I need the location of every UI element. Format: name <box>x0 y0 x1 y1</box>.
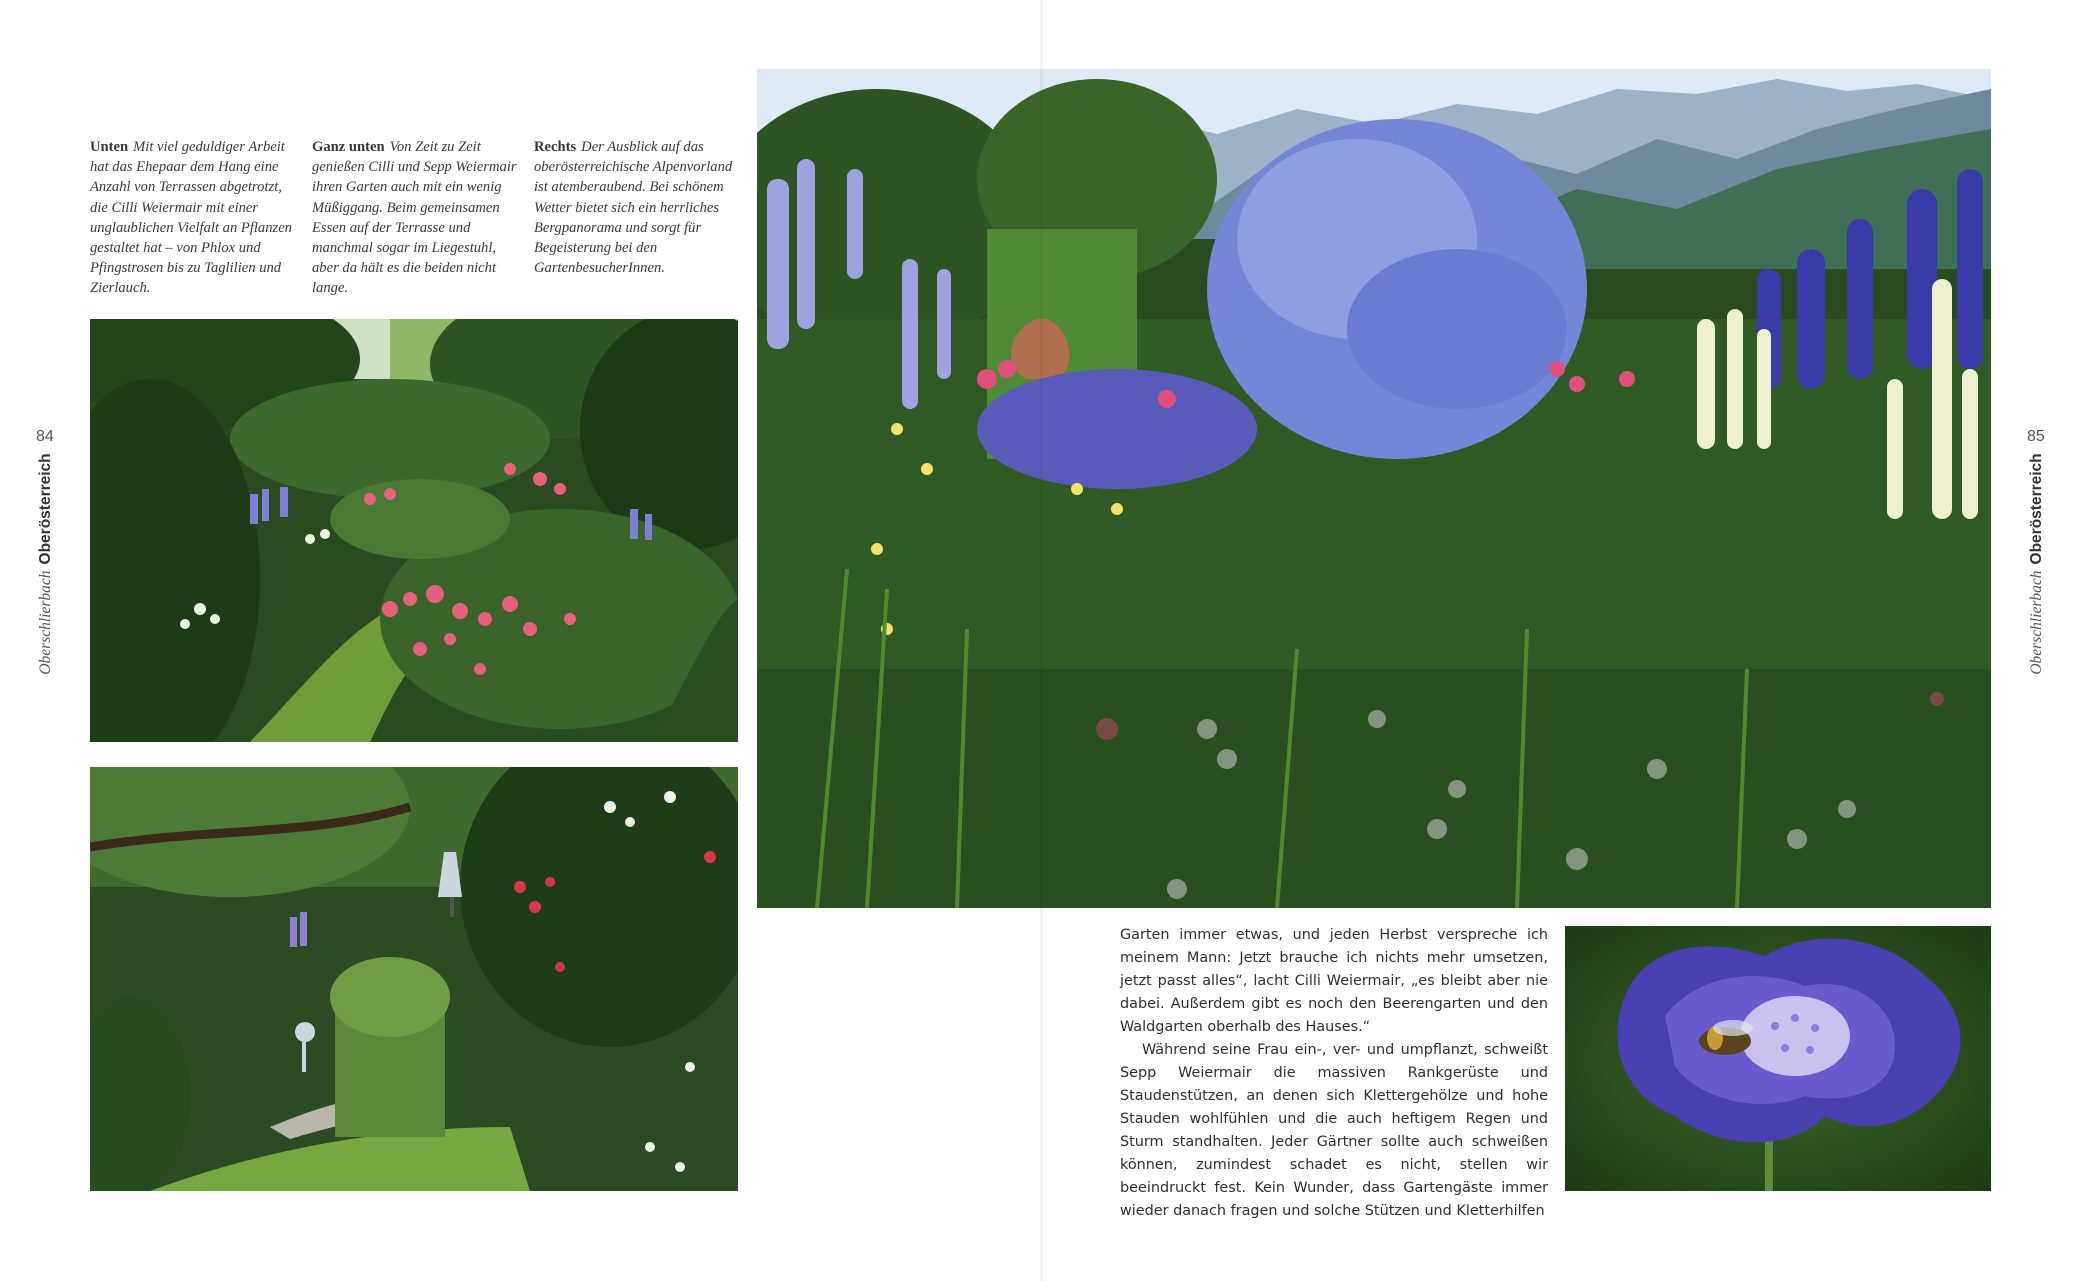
page-number-left: 84 <box>36 428 54 445</box>
running-head-state: Oberösterreich <box>2028 453 2045 565</box>
scabiosa-illustration <box>1565 926 1991 1191</box>
caption-lead: Ganz unten <box>312 139 385 155</box>
photo-garden-patio <box>90 767 738 1191</box>
running-head-left <box>34 454 58 674</box>
running-head-state: Oberösterreich <box>37 453 54 565</box>
running-head-region: Oberschlierbach <box>2028 570 2045 675</box>
caption-text: Der Ausblick auf das oberösterreichische Alpenvorland ist atemberaubend. Bei schönem Wetter bietet sich ein herrliches Bergpanorama und sorgt für Begeisterung bei den GartenbesucherInnen. <box>534 139 733 277</box>
patio-illustration <box>90 767 738 1191</box>
terrace-garden-illustration <box>90 319 738 742</box>
body-text-column <box>1120 924 1548 1223</box>
caption-rechts <box>534 137 742 278</box>
page-number-right: 85 <box>2027 428 2045 445</box>
caption-lead: Unten <box>90 139 129 155</box>
caption-ganz-unten <box>312 137 520 299</box>
running-head-region: Oberschlierbach <box>37 570 54 675</box>
caption-lead: Rechts <box>534 139 577 155</box>
body-paragraph: Garten immer etwas, und jeden Herbst verspreche ich meinem Mann: Jetzt brauche ich nichts mehr umsetzen, jetzt passt alles“, lacht Cilli Weiermair, „es bleibt aber nie dabei. Außerdem gibt es noch den Beerengarten und den Waldgarten oberhalb des Hauses.“ <box>1120 927 1548 1035</box>
photo-alpine-perennial-border <box>757 69 1991 908</box>
photo-terraced-rose-garden <box>90 319 738 742</box>
alpine-border-illustration <box>757 69 1991 908</box>
caption-text: Von Zeit zu Zeit genießen Cilli und Sepp Weiermair ihren Garten auch mit ein wenig Müßiggang. Beim gemeinsamen Essen auf der Terrasse und manchmal sogar im Liegestuhl, aber da hält es die beiden nicht lange. <box>312 139 517 297</box>
running-head-right <box>2025 454 2049 674</box>
caption-text: Mit viel geduldiger Arbeit hat das Ehepaar dem Hang eine Anzahl von Terrassen abgetrotzt, die Cilli Weiermair mit einer unglaublichen Vielfalt an Pflanzen gestaltet hat – von Phlox und Pfingstrosen bis zu Taglilien und Zierlauch. <box>90 139 292 297</box>
caption-unten <box>90 137 298 299</box>
body-paragraph: Während seine Frau ein-, ver- und umpflanzt, schweißt Sepp Weiermair die massiven Rankgerüste und Staudenstützen, an denen sich Klettergehölze und hohe Stauden wohlfühlen und die auch heftigem Regen und Sturm standhalten. Jeder Gärtner sollte auch schweißen können, zumindest schadet es nicht, stellen wir beeindruckt fest. Kein Wunder, dass Gartengäste immer wieder danach fragen und solche Stützen und Kletterhilfen <box>1120 1042 1548 1219</box>
photo-scabiosa-with-bee <box>1565 926 1991 1191</box>
